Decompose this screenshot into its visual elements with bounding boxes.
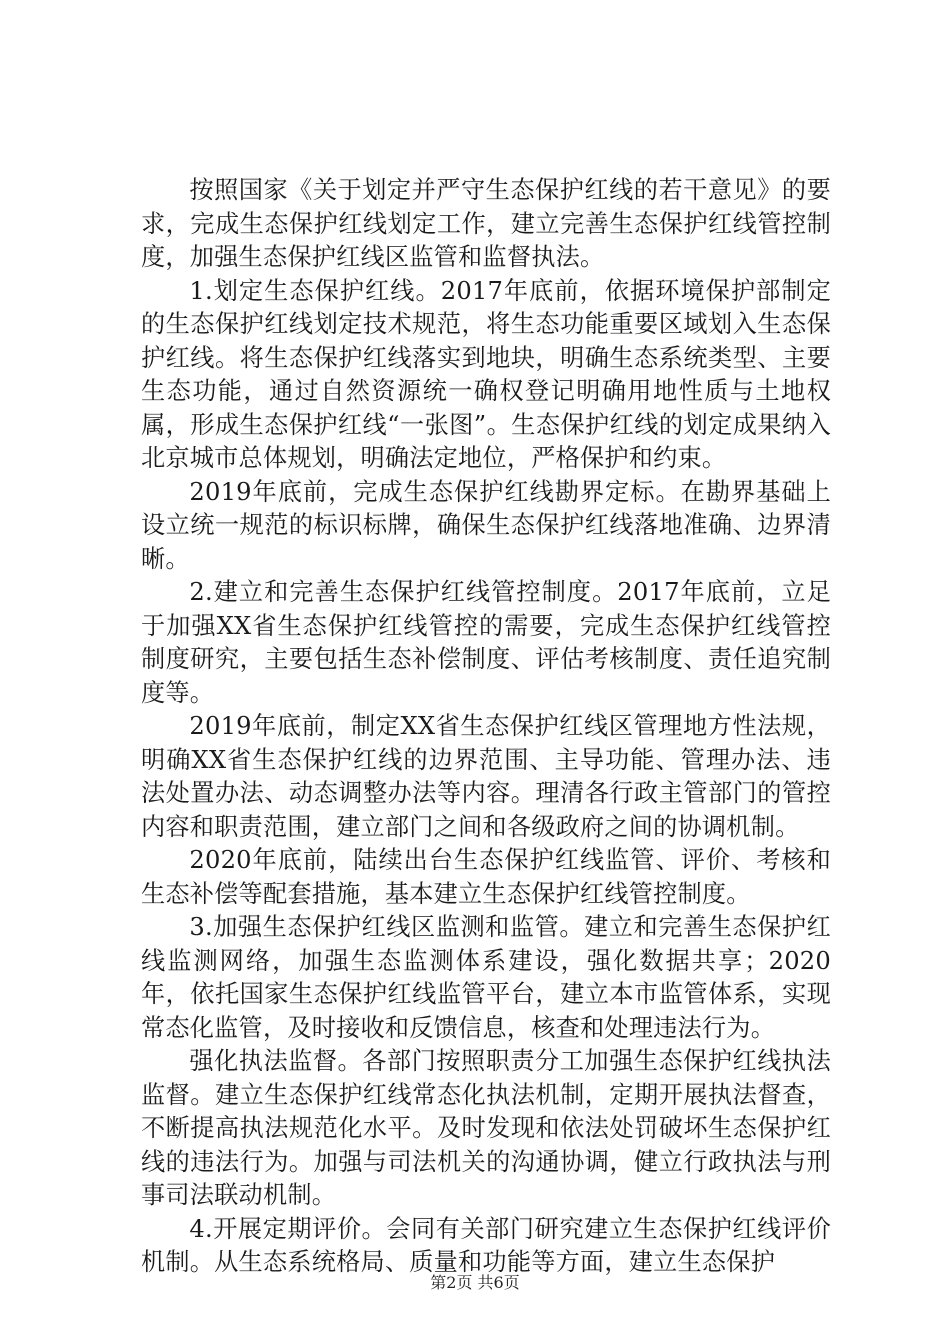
document-body (141, 174, 831, 1280)
page-number-label: 第2页 共6页 (430, 1273, 520, 1292)
paragraph-intro: 按照国家《关于划定并严守生态保护红线的若干意见》的要求，完成生态保护红线划定工作，建立完善生态保护红线管控制度，加强生态保护红线区监管和监督执法。 (141, 176, 831, 271)
paragraph-item-2-2019: 2019年底前，制定XX省生态保护红线区管理地方性法规，明确XX省生态保护红线的边界范围、主导功能、管理办法、违法处置办法、动态调整办法等内容。理清各行政主管部门的管控内容和职责范围，建立部门之间和各级政府之间的协调机制。 (141, 712, 831, 841)
paragraph-item-4: 4.开展定期评价。会同有关部门研究建立生态保护红线评价机制。从生态系统格局、质量和功能等方面，建立生态保护 (141, 1214, 831, 1276)
paragraph-item-2: 2.建立和完善生态保护红线管控制度。2017年底前，立足于加强XX省生态保护红线管控的需要，完成生态保护红线管控制度研究，主要包括生态补偿制度、评估考核制度、责任追究制度等。 (141, 578, 831, 707)
paragraph-enforcement: 强化执法监督。各部门按照职责分工加强生态保护红线执法监督。建立生态保护红线常态化执法机制，定期开展执法督查，不断提高执法规范化水平。及时发现和依法处罚破坏生态保护红线的违法行为。加强与司法机关的沟通协调，健立行政执法与刑事司法联动机制。 (141, 1047, 831, 1209)
paragraph-item-3: 3.加强生态保护红线区监测和监管。建立和完善生态保护红线监测网络，加强生态监测体系建设，强化数据共享；2020年，依托国家生态保护红线监管平台，建立本市监管体系，实现常态化监管，及时接收和反馈信息，核查和处理违法行为。 (141, 913, 831, 1042)
paragraph-item-2-2020: 2020年底前，陆续出台生态保护红线监管、评价、考核和生态补偿等配套措施，基本建立生态保护红线管控制度。 (141, 846, 831, 908)
paragraph-item-1: 1.划定生态保护红线。2017年底前，依据环境保护部制定的生态保护红线划定技术规范，将生态功能重要区域划入生态保护红线。将生态保护红线落实到地块，明确生态系统类型、主要生态功能，通过自然资源统一确权登记明确用地性质与土地权属，形成生态保护红线“一张图”。生态保护红线的划定成果纳入北京城市总体规划，明确法定地位，严格保护和约束。 (141, 276, 831, 472)
page-footer (0, 1273, 950, 1293)
paragraph-item-1-2019: 2019年底前，完成生态保护红线勘界定标。在勘界基础上设立统一规范的标识标牌，确保生态保护红线落地准确、边界清晰。 (141, 477, 831, 573)
